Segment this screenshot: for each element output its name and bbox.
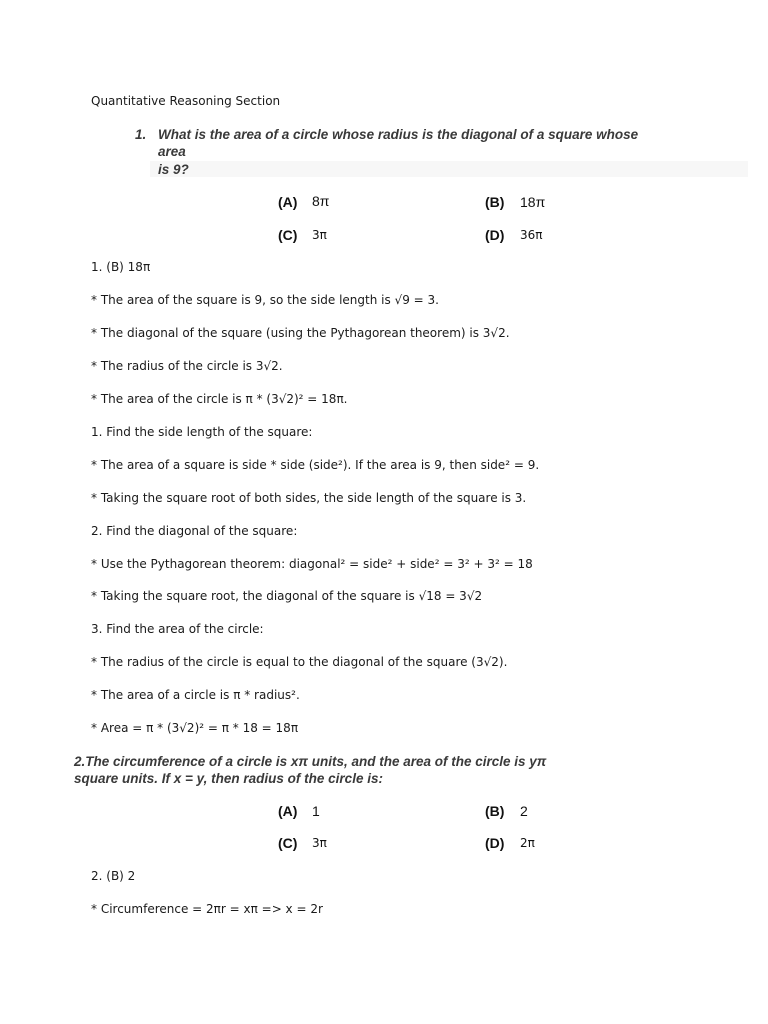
q2-option-d-value: 2π [520,836,535,850]
q2-option-c-value: 3π [312,836,327,850]
answer-line: * The area of a square is side * side (side²). If the area is 9, then side² = 9. [91,458,540,472]
answer-line: 3. Find the area of the circle: [91,622,264,636]
question-2-line-2: square units. If x = y, then radius of the circle is: [74,771,383,786]
answer-line: 2. (B) 2 [91,869,136,883]
question-highlight-band [150,161,748,177]
answer-line: * The area of the circle is π * (3√2)² = 18π. [91,392,348,406]
q2-option-c-letter: (C) [278,835,298,851]
answer-line: * Circumference = 2πr = xπ => x = 2r [91,902,323,916]
q1-option-a-letter: (A) [278,194,298,210]
q2-option-d-letter: (D) [485,835,505,851]
q2-option-b-value: 2 [520,803,528,819]
question-1-line-2: area [158,144,186,159]
q2-option-a-letter: (A) [278,803,298,819]
q1-option-c-value: 3π [312,228,327,242]
answer-line: * Taking the square root, the diagonal of the square is √18 = 3√2 [91,589,483,603]
answer-line: * Use the Pythagorean theorem: diagonal² = side² + side² = 3² + 3² = 18 [91,557,533,571]
q2-option-a-value: 1 [312,803,320,819]
q1-option-b-value: 18π [520,194,546,210]
q1-option-c-letter: (C) [278,227,298,243]
question-2-line-1: 2.The circumference of a circle is xπ units, and the area of the circle is yπ [74,754,547,769]
question-1-line-1: What is the area of a circle whose radius is the diagonal of a square whose [158,127,639,142]
q1-option-d-value: 36π [520,228,543,242]
q2-option-b-letter: (B) [485,803,505,819]
q1-option-b-letter: (B) [485,194,505,210]
answer-line: * The radius of the circle is 3√2. [91,359,283,373]
answer-line: * The radius of the circle is equal to the diagonal of the square (3√2). [91,655,508,669]
question-1-line-3: is 9? [158,162,189,177]
answer-line: * The area of the square is 9, so the side length is √9 = 3. [91,293,439,307]
answer-line: * The area of a circle is π * radius². [91,688,300,702]
question-1-number: 1. [135,127,147,142]
answer-line: * Area = π * (3√2)² = π * 18 = 18π [91,721,299,735]
answer-line: * The diagonal of the square (using the Pythagorean theorem) is 3√2. [91,326,510,340]
section-title: Quantitative Reasoning Section [91,94,281,108]
answer-line: 1. Find the side length of the square: [91,425,313,439]
answer-line: * Taking the square root of both sides, the side length of the square is 3. [91,491,527,505]
q1-option-a-value: 8π [312,193,330,209]
answer-line: 2. Find the diagonal of the square: [91,524,298,538]
q1-option-d-letter: (D) [485,227,505,243]
answer-line: 1. (B) 18π [91,260,151,274]
